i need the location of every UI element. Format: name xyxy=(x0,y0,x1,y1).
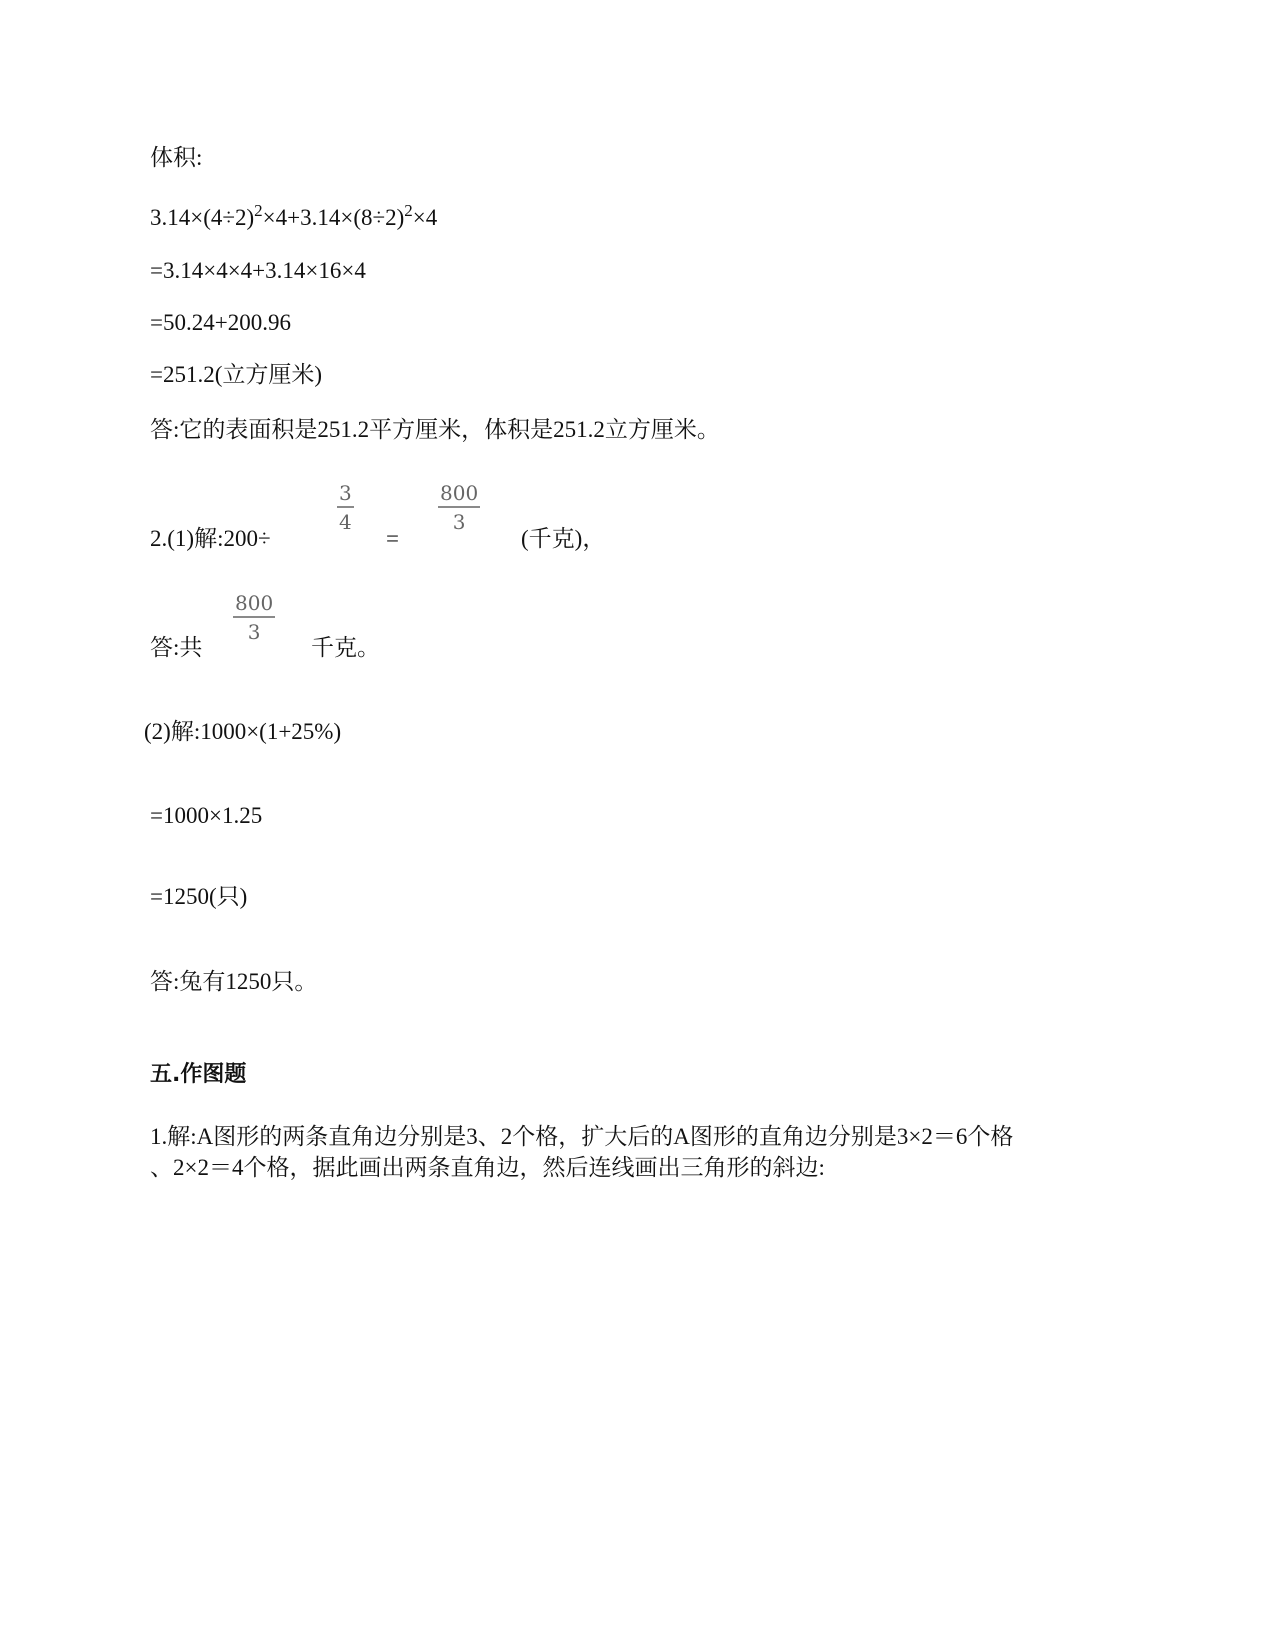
q2-1-fraction-result xyxy=(438,483,480,532)
q2-2-line-1: (2)解:1000×(1+25%) xyxy=(144,719,342,744)
q2-2-answer: 答:兔有1250只。 xyxy=(150,969,318,994)
q2-1-unit: (千克)， xyxy=(521,526,606,551)
volume-exponent-1: 2 xyxy=(254,201,263,220)
fraction-denominator: 3 xyxy=(452,509,466,534)
fraction-numerator: 800 xyxy=(440,481,479,505)
volume-expr-part1: 3.14×(4÷2) xyxy=(150,205,255,230)
volume-expression xyxy=(150,201,438,230)
fraction-bar xyxy=(233,616,275,618)
volume-step-3: =251.2(立方厘米) xyxy=(150,362,323,387)
section5-line-2: 、2×2＝4个格，据此画出两条直角边，然后连线画出三角形的斜边: xyxy=(150,1155,825,1180)
q2-1-equals: = xyxy=(386,526,399,551)
volume-step-1: =3.14×4×4+3.14×16×4 xyxy=(150,258,366,283)
volume-exponent-2: 2 xyxy=(404,201,413,220)
q2-1-prefix: 2.(1)解:200÷ xyxy=(150,526,271,551)
volume-step-2: =50.24+200.96 xyxy=(150,310,291,335)
volume-expr-part3: ×4 xyxy=(412,205,438,230)
fraction-bar xyxy=(337,506,354,508)
q2-2-line-2: =1000×1.25 xyxy=(150,803,263,828)
fraction-numerator: 800 xyxy=(235,591,274,615)
q2-1-answer-prefix: 答:共 xyxy=(150,635,203,660)
fraction-bar xyxy=(438,506,480,508)
volume-expr-part2: ×4+3.14×(8÷2) xyxy=(262,205,405,230)
section5-line-1: 1.解:A图形的两条直角边分别是3、2个格，扩大后的A图形的直角边分别是3×2＝6个格 xyxy=(150,1124,1014,1149)
fraction-numerator: 3 xyxy=(339,481,352,505)
q2-1-fraction-divisor xyxy=(337,483,354,532)
volume-answer: 答:它的表面积是251.2平方厘米，体积是251.2立方厘米。 xyxy=(150,417,720,442)
volume-label: 体积: xyxy=(150,145,203,170)
q2-1-answer-suffix: 千克。 xyxy=(311,635,380,660)
fraction-denominator: 4 xyxy=(339,509,352,534)
q2-2-line-3: =1250(只) xyxy=(150,884,248,909)
q2-1-answer-fraction xyxy=(233,593,275,642)
fraction-denominator: 3 xyxy=(247,619,261,644)
section-heading: 五.作图题 xyxy=(150,1062,247,1087)
